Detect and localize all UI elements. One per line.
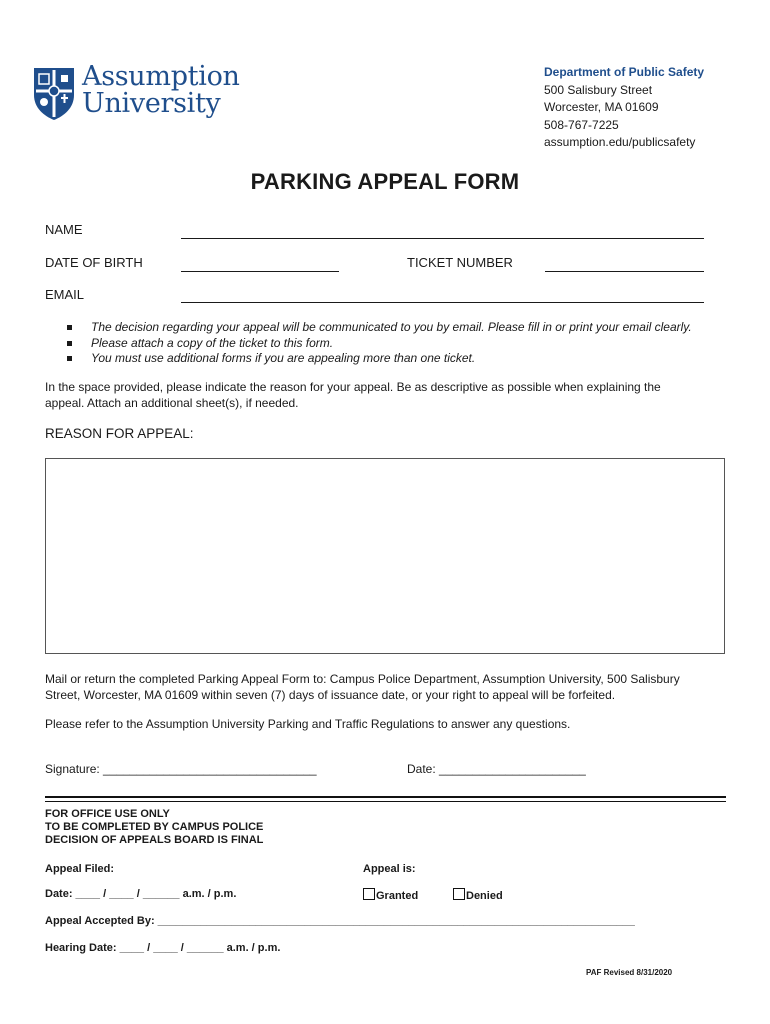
denied-label: Denied	[466, 890, 503, 902]
notice-list	[67, 320, 692, 367]
signature-row	[45, 762, 317, 778]
email-label: EMAIL	[45, 287, 85, 302]
ticket-number-label: TICKET NUMBER	[407, 255, 513, 270]
mail-line1: Mail or return the completed Parking Appeal Form to: Campus Police Department, Assumption University, 500 Salisbury	[45, 672, 680, 686]
website: assumption.edu/publicsafety	[544, 135, 696, 149]
street-address: 500 Salisbury Street	[544, 82, 653, 97]
appeal-filed-label: Appeal Filed:	[45, 863, 115, 875]
list-item: You must use additional forms if you are appealing more than one ticket.	[67, 351, 692, 367]
denied-option[interactable]	[453, 888, 503, 903]
phone-number: 508-767-7225	[544, 117, 619, 132]
list-item: The decision regarding your appeal will be communicated to you by email. Please fill in or print your email clearly.	[67, 320, 692, 336]
university-logo	[31, 63, 241, 125]
appeal-is-label: Appeal is:	[363, 863, 416, 875]
hearing-date-line[interactable]: Hearing Date: ____ / ____ / ______ a.m. / p.m.	[45, 942, 281, 954]
office-use-line2: TO BE COMPLETED BY CAMPUS POLICE	[45, 821, 264, 833]
reason-textarea[interactable]	[45, 458, 725, 654]
office-use-header	[45, 808, 263, 847]
date-field[interactable]: ______________________	[439, 762, 586, 776]
reason-label: REASON FOR APPEAL:	[45, 426, 194, 441]
mail-line2: Street, Worcester, MA 01609 within seven (7) days of issuance date, or your right to appeal will be forfeited.	[45, 687, 616, 702]
contact-block	[544, 64, 704, 152]
instructions-line2: appeal. Attach an additional sheet(s), if needed.	[45, 395, 299, 410]
office-use-line1: FOR OFFICE USE ONLY	[45, 808, 170, 820]
revision-footer: PAF Revised 8/31/2020	[586, 968, 673, 977]
section-divider-thin	[45, 801, 726, 802]
city-address: Worcester, MA 01609	[544, 100, 659, 114]
granted-label: Granted	[376, 890, 419, 902]
mail-instructions	[45, 672, 680, 703]
appeal-accepted-by-line[interactable]: Appeal Accepted By: ______________________________________________________________________________	[45, 915, 635, 927]
section-divider-thick	[45, 796, 726, 798]
department-name: Department of Public Safety	[544, 65, 705, 79]
office-use-line3: DECISION OF APPEALS BOARD IS FINAL	[45, 834, 264, 846]
date-label: Date:	[407, 762, 436, 776]
date-row	[407, 762, 586, 778]
refer-text: Please refer to the Assumption University Parking and Traffic Regulations to answer any questions.	[45, 717, 571, 731]
signature-field[interactable]: ________________________________	[103, 762, 317, 776]
dob-field[interactable]	[181, 271, 339, 272]
name-field[interactable]	[181, 238, 704, 239]
dob-label: DATE OF BIRTH	[45, 255, 143, 270]
logo-wordmark-line2: University	[82, 88, 221, 119]
shield-crest-icon	[31, 65, 77, 121]
logo-wordmark-line1: Assumption	[82, 61, 240, 92]
instructions-line1: In the space provided, please indicate the reason for your appeal. Be as descriptive as possible when explaining the	[45, 380, 661, 394]
name-label: NAME	[45, 222, 83, 237]
denied-checkbox[interactable]	[453, 888, 465, 900]
granted-checkbox[interactable]	[363, 888, 375, 900]
granted-option[interactable]	[363, 888, 418, 903]
filed-date-line[interactable]: Date: ____ / ____ / ______ a.m. / p.m.	[45, 888, 237, 900]
signature-label: Signature:	[45, 762, 100, 776]
email-field[interactable]	[181, 302, 704, 303]
form-title: PARKING APPEAL FORM	[250, 169, 520, 194]
ticket-number-field[interactable]	[545, 271, 704, 272]
list-item: Please attach a copy of the ticket to this form.	[67, 336, 692, 352]
instructions	[45, 380, 661, 411]
